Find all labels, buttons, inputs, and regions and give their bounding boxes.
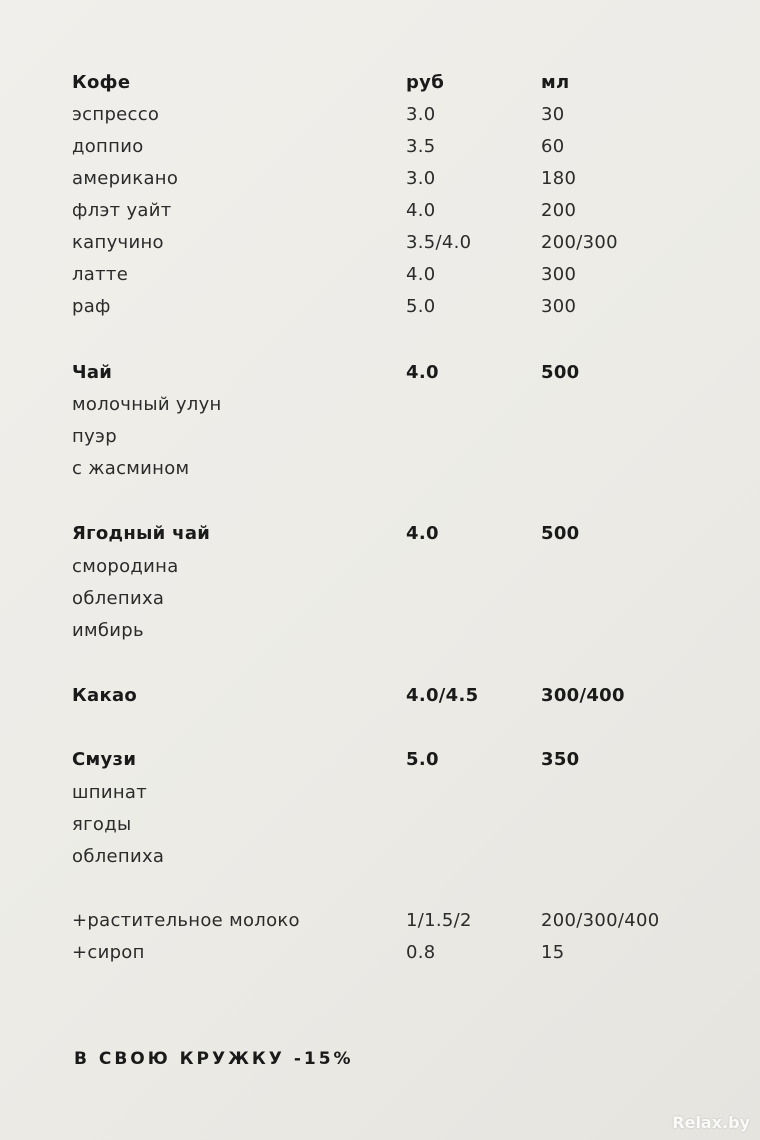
item-name: ягоды <box>72 814 132 835</box>
item-volume: 60 <box>541 136 565 157</box>
item-name: молочный улун <box>72 394 222 415</box>
coffee-header <box>72 72 712 102</box>
item-price: 3.5/4.0 <box>406 232 472 253</box>
item-price: 4.0 <box>406 264 436 285</box>
item-name: доппио <box>72 136 144 157</box>
item-name: флэт уайт <box>72 200 172 221</box>
menu-item <box>72 136 712 166</box>
menu-item <box>72 200 712 230</box>
menu-item <box>72 426 712 456</box>
cocoa-header <box>72 685 712 715</box>
section-title: Ягодный чай <box>72 523 211 544</box>
item-volume: 200 <box>541 200 577 221</box>
watermark-logo: Relax.by <box>672 1113 750 1132</box>
smoothie-header <box>72 749 712 779</box>
item-price: 5.0 <box>406 296 436 317</box>
berry-tea-header <box>72 523 712 553</box>
section-price: 4.0/4.5 <box>406 685 479 706</box>
item-name: раф <box>72 296 111 317</box>
price-column-header: руб <box>406 72 445 93</box>
item-name: пуэр <box>72 426 117 447</box>
menu-item <box>72 620 712 650</box>
menu-item <box>72 264 712 294</box>
menu-item <box>72 556 712 586</box>
item-volume: 300 <box>541 296 577 317</box>
extra-item <box>72 942 712 972</box>
section-volume: 350 <box>541 749 580 770</box>
section-title: Смузи <box>72 749 137 770</box>
volume-column-header: мл <box>541 72 570 93</box>
item-name: облепиха <box>72 588 165 609</box>
discount-note: В СВОЮ КРУЖКУ -15% <box>74 1049 354 1069</box>
menu-item <box>72 296 712 326</box>
section-volume: 500 <box>541 362 580 383</box>
section-title: Кофе <box>72 72 131 93</box>
item-name: капучино <box>72 232 164 253</box>
item-price: 4.0 <box>406 200 436 221</box>
item-name: шпинат <box>72 782 148 803</box>
item-price: 1/1.5/2 <box>406 910 472 931</box>
menu-item <box>72 394 712 424</box>
item-volume: 200/300/400 <box>541 910 660 931</box>
menu-item <box>72 168 712 198</box>
section-title: Чай <box>72 362 113 383</box>
section-title: Какао <box>72 685 138 706</box>
section-price: 5.0 <box>406 749 439 770</box>
item-price: 0.8 <box>406 942 436 963</box>
item-name: имбирь <box>72 620 144 641</box>
item-price: 3.5 <box>406 136 436 157</box>
menu-item <box>72 846 712 876</box>
item-volume: 300 <box>541 264 577 285</box>
section-price: 4.0 <box>406 362 439 383</box>
section-volume: 500 <box>541 523 580 544</box>
menu-item <box>72 588 712 618</box>
item-volume: 15 <box>541 942 565 963</box>
section-volume: 300/400 <box>541 685 625 706</box>
item-name: латте <box>72 264 129 285</box>
menu-item <box>72 782 712 812</box>
item-price: 3.0 <box>406 168 436 189</box>
item-volume: 30 <box>541 104 565 125</box>
item-name: облепиха <box>72 846 165 867</box>
item-name: смородина <box>72 556 179 577</box>
menu-item <box>72 814 712 844</box>
menu-item <box>72 104 712 134</box>
tea-header <box>72 362 712 392</box>
menu-item <box>72 458 712 488</box>
item-volume: 200/300 <box>541 232 618 253</box>
item-volume: 180 <box>541 168 577 189</box>
item-name: +сироп <box>72 942 145 963</box>
menu-item <box>72 232 712 262</box>
item-name: эспрессо <box>72 104 160 125</box>
extra-item <box>72 910 712 940</box>
item-name: +растительное молоко <box>72 910 300 931</box>
section-price: 4.0 <box>406 523 439 544</box>
item-price: 3.0 <box>406 104 436 125</box>
item-name: американо <box>72 168 179 189</box>
item-name: с жасмином <box>72 458 190 479</box>
